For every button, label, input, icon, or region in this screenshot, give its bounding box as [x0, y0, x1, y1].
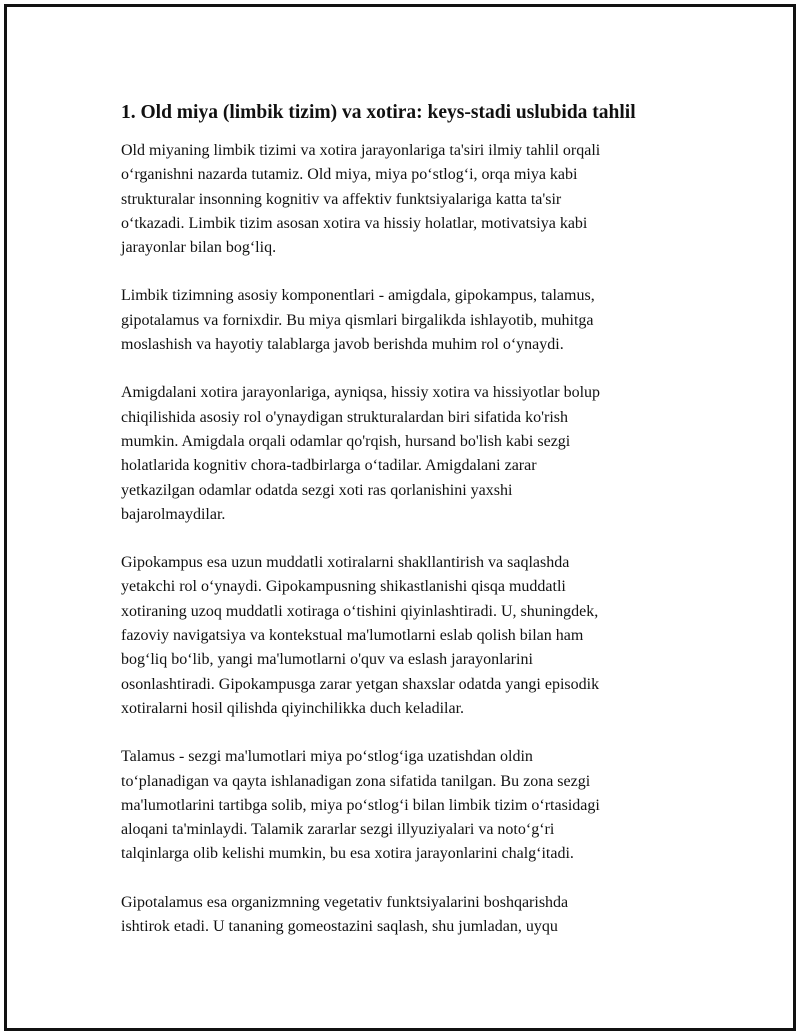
text-line: jarayonlar bilan bog‘liq.: [121, 239, 277, 257]
text-line: xotiraning uzoq muddatli xotiraga o‘tishini qiyinlashtiradi. U, shuningdek,: [121, 602, 599, 620]
text-line: aloqani ta'minlaydi. Talamik zararlar sezgi illyuziyalari va noto‘g‘ri: [121, 821, 555, 839]
text-line: to‘planadigan va qayta ishlanadigan zona sifatida tanilgan. Bu zona sezgi: [121, 772, 591, 790]
text-line: o‘tkazadi. Limbik tizim asosan xotira va hissiy holatlar, motivatsiya kabi: [121, 214, 588, 232]
paragraph-talamus: [121, 745, 691, 866]
text-line: Amigdalani xotira jarayonlariga, ayniqsa, hissiy xotira va hissiyotlar bolup: [121, 384, 601, 402]
text-line: gipotalamus va fornixdir. Bu miya qismlari birgalikda ishlayotib, muhitga: [121, 311, 594, 329]
section-heading: 1. Old miya (limbik tizim) va xotira: keys-stadi uslubida tahlil: [121, 102, 636, 123]
paragraph-gipotalamus: [121, 891, 691, 940]
text-line: ishtirok etadi. U tananing gomeostazini saqlash, shu jumladan, uyqu: [121, 918, 558, 936]
text-line: yetkazilgan odamlar odatda sezgi xoti ras qorlanishini yaxshi: [121, 481, 513, 499]
text-line: Gipotalamus esa organizmning vegetativ funktsiyalarini boshqarishda: [121, 893, 569, 911]
text-line: o‘rganishni nazarda tutamiz. Old miya, miya po‘stlog‘i, orqa miya kabi: [121, 166, 578, 184]
text-line: mumkin. Amigdala orqali odamlar qo'rqish, hursand bo'lish kabi sezgi: [121, 432, 571, 450]
text-line: talqinlarga olib kelishi mumkin, bu esa xotira jarayonlarini chalg‘itadi.: [121, 845, 574, 863]
paragraph-limbik-components: [121, 284, 691, 357]
text-line: osonlashtiradi. Gipokampusga zarar yetgan shaxslar odatda yangi episodik: [121, 675, 600, 693]
text-line: bajarolmaydilar.: [121, 505, 226, 523]
text-line: Gipokampus esa uzun muddatli xotiralarni shakllantirish va saqlashda: [121, 554, 570, 572]
text-line: holatlarida kognitiv chora-tadbirlarga o‘tadilar. Amigdalani zarar: [121, 457, 537, 475]
text-line: Talamus - sezgi ma'lumotlari miya po‘stlog‘iga uzatishdan oldin: [121, 748, 533, 766]
text-line: yetakchi rol o‘ynaydi. Gipokampusning shikastlanishi qisqa muddatli: [121, 578, 566, 596]
text-line: chiqilishida asosiy rol o'ynaydigan strukturalardan biri sifatida ko'rish: [121, 408, 569, 426]
text-line: fazoviy navigatsiya va kontekstual ma'lumotlarni eslab qolish bilan ham: [121, 627, 584, 645]
page-frame: [4, 4, 796, 1031]
paragraph-gipokampus: [121, 551, 691, 721]
text-line: ma'lumotlarini tartibga solib, miya po‘stlog‘i bilan limbik tizim o‘rtasidagi: [121, 796, 600, 814]
text-line: Old miyaning limbik tizimi va xotira jarayonlariga ta'siri ilmiy tahlil orqali: [121, 142, 601, 159]
document-body: [121, 101, 691, 963]
paragraph-intro: [121, 139, 691, 260]
text-line: xotiralarni hosil qilishda qiyinchilikka duch keladilar.: [121, 699, 465, 717]
paragraph-amigdala: [121, 381, 691, 527]
text-line: moslashish va hayotiy talablarga javob berishda muhim rol o‘ynaydi.: [121, 336, 564, 354]
text-line: Limbik tizimning asosiy komponentlari - amigdala, gipokampus, talamus,: [121, 287, 595, 305]
text-line: strukturalar insonning kognitiv va affektiv funktsiyalariga katta ta'sir: [121, 190, 562, 208]
text-line: bog‘liq bo‘lib, yangi ma'lumotlarni o'quv va eslash jarayonlarini: [121, 651, 533, 669]
